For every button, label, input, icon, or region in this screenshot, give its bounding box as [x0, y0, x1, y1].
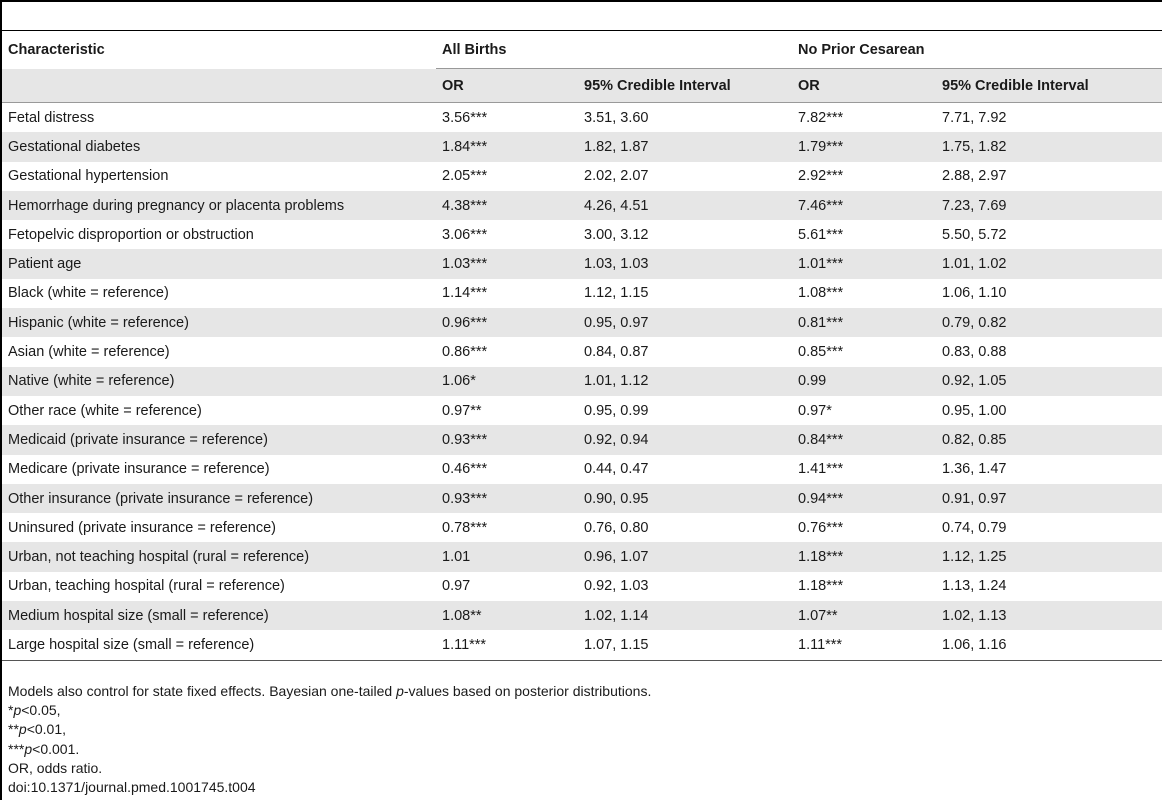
cell-characteristic: Native (white = reference)	[2, 367, 436, 396]
header-no-prior-cesarean: No Prior Cesarean	[792, 31, 1162, 69]
table-row	[2, 367, 1162, 396]
cell-or-all: 3.06***	[442, 226, 488, 243]
note-models: Models also control for state fixed effects. Bayesian one-tailed p-values based on posterior distributions.	[8, 683, 652, 699]
cell-characteristic: Hemorrhage during pregnancy or placenta problems	[2, 191, 436, 220]
cell-characteristic: Gestational hypertension	[8, 168, 169, 185]
cell-or-all: 0.96***	[436, 308, 578, 337]
cell-or-all: 2.05***	[442, 168, 488, 185]
cell-or-all: 0.86***	[442, 344, 488, 361]
table-row	[2, 484, 1162, 513]
note-sig-05: *p<0.05,	[8, 702, 61, 719]
table-row	[2, 455, 1162, 484]
header-ci-all: 95% Credible Interval	[578, 69, 792, 103]
table-row	[2, 162, 1162, 191]
cell-ci-noprior: 1.75, 1.82	[936, 132, 1162, 161]
cell-characteristic: Urban, not teaching hospital (rural = reference)	[2, 542, 436, 571]
cell-ci-all: 1.01, 1.12	[578, 367, 792, 396]
header-all-births: All Births	[436, 31, 792, 69]
cell-or-noprior: 1.79***	[792, 132, 936, 161]
cell-ci-noprior: 0.82, 0.85	[936, 425, 1162, 454]
cell-ci-noprior: 0.79, 0.82	[936, 308, 1162, 337]
cell-ci-all: 0.92, 1.03	[584, 578, 649, 595]
table-row	[2, 630, 1162, 660]
cell-or-noprior: 1.18***	[798, 578, 844, 595]
cell-ci-noprior: 0.83, 0.88	[942, 344, 1007, 361]
cell-ci-noprior: 1.06, 1.16	[936, 630, 1162, 660]
cell-ci-noprior: 1.36, 1.47	[942, 461, 1007, 478]
cell-characteristic: Medicaid (private insurance = reference)	[2, 425, 436, 454]
table-row	[2, 337, 1162, 366]
header-characteristic: Characteristic	[8, 41, 105, 58]
cell-or-noprior: 0.97*	[798, 402, 832, 419]
header-or-all: OR	[436, 69, 578, 103]
cell-or-noprior: 1.01***	[792, 249, 936, 278]
results-table	[2, 31, 1162, 661]
table-row	[2, 220, 1162, 249]
cell-ci-noprior: 1.06, 1.10	[942, 285, 1007, 302]
cell-ci-all: 3.00, 3.12	[584, 226, 649, 243]
cell-characteristic: Hispanic (white = reference)	[2, 308, 436, 337]
note-doi: doi:10.1371/journal.pmed.1001745.t004	[8, 779, 256, 796]
cell-ci-all: 0.95, 0.99	[584, 402, 649, 419]
cell-characteristic: Other insurance (private insurance = reference)	[2, 484, 436, 513]
table-footnotes	[8, 682, 651, 797]
cell-ci-noprior: 1.13, 1.24	[942, 578, 1007, 595]
cell-or-all: 0.78***	[442, 519, 488, 536]
cell-ci-noprior: 0.92, 1.05	[936, 367, 1162, 396]
cell-or-noprior: 1.11***	[792, 630, 936, 660]
cell-ci-noprior: 1.02, 1.13	[936, 601, 1162, 630]
header-ci-noprior: 95% Credible Interval	[936, 69, 1162, 103]
note-sig-001: ***p<0.001.	[8, 740, 80, 757]
table-row	[2, 601, 1162, 630]
cell-characteristic: Black (white = reference)	[8, 285, 169, 302]
table-row	[2, 132, 1162, 161]
cell-ci-all: 0.44, 0.47	[584, 461, 649, 478]
cell-or-all: 0.93***	[436, 484, 578, 513]
cell-characteristic: Medicare (private insurance = reference)	[8, 461, 270, 478]
note-abbreviation: OR, odds ratio.	[8, 759, 103, 776]
cell-or-noprior: 0.94***	[792, 484, 936, 513]
cell-or-all: 0.93***	[436, 425, 578, 454]
table-row	[2, 542, 1162, 571]
table-row	[2, 572, 1162, 601]
cell-ci-noprior: 1.12, 1.25	[936, 542, 1162, 571]
cell-ci-all: 0.76, 0.80	[584, 519, 649, 536]
cell-or-all: 4.38***	[436, 191, 578, 220]
cell-or-noprior: 7.46***	[792, 191, 936, 220]
cell-ci-noprior: 1.01, 1.02	[936, 249, 1162, 278]
table-row	[2, 279, 1162, 308]
table-row	[2, 103, 1162, 133]
cell-or-all: 0.97**	[442, 402, 482, 419]
cell-or-noprior: 0.81***	[792, 308, 936, 337]
cell-ci-all: 0.90, 0.95	[578, 484, 792, 513]
cell-ci-noprior: 2.88, 2.97	[942, 168, 1007, 185]
cell-or-all: 1.01	[436, 542, 578, 571]
cell-or-noprior: 0.84***	[792, 425, 936, 454]
cell-or-all: 1.03***	[436, 249, 578, 278]
cell-ci-all: 1.03, 1.03	[578, 249, 792, 278]
cell-ci-noprior: 0.95, 1.00	[942, 402, 1007, 419]
cell-or-noprior: 1.08***	[798, 285, 844, 302]
header-or-noprior: OR	[792, 69, 936, 103]
cell-or-noprior: 0.85***	[798, 344, 844, 361]
cell-or-noprior: 7.82***	[798, 109, 844, 126]
table-row	[2, 308, 1162, 337]
cell-or-all: 1.06*	[436, 367, 578, 396]
cell-or-all: 0.97	[442, 578, 471, 595]
top-rule	[0, 0, 1162, 2]
cell-or-all: 0.46***	[442, 461, 488, 478]
table-row	[2, 396, 1162, 425]
cell-characteristic: Urban, teaching hospital (rural = reference)	[8, 578, 285, 595]
cell-characteristic: Gestational diabetes	[2, 132, 436, 161]
cell-or-noprior: 0.76***	[798, 519, 844, 536]
cell-ci-noprior: 0.91, 0.97	[936, 484, 1162, 513]
note-sig-01: **p<0.01,	[8, 721, 67, 738]
cell-or-noprior: 0.99	[792, 367, 936, 396]
cell-ci-noprior: 5.50, 5.72	[942, 226, 1007, 243]
cell-characteristic: Other race (white = reference)	[8, 402, 202, 419]
cell-or-all: 1.11***	[436, 630, 578, 660]
cell-characteristic: Uninsured (private insurance = reference)	[8, 519, 276, 536]
table-row	[2, 425, 1162, 454]
cell-characteristic: Patient age	[2, 249, 436, 278]
cell-or-all: 1.84***	[436, 132, 578, 161]
cell-characteristic: Fetal distress	[8, 109, 95, 126]
table-row	[2, 513, 1162, 542]
cell-ci-noprior: 7.71, 7.92	[942, 109, 1007, 126]
cell-ci-all: 3.51, 3.60	[584, 109, 649, 126]
cell-ci-all: 1.82, 1.87	[578, 132, 792, 161]
cell-or-noprior: 1.41***	[798, 461, 844, 478]
cell-or-all: 1.08**	[436, 601, 578, 630]
cell-characteristic: Fetopelvic disproportion or obstruction	[8, 226, 254, 243]
cell-ci-all: 1.12, 1.15	[584, 285, 649, 302]
cell-ci-all: 1.02, 1.14	[578, 601, 792, 630]
cell-characteristic: Medium hospital size (small = reference)	[2, 601, 436, 630]
cell-or-all: 1.14***	[442, 285, 488, 302]
cell-characteristic: Asian (white = reference)	[8, 344, 170, 361]
cell-ci-all: 0.92, 0.94	[578, 425, 792, 454]
cell-or-noprior: 1.18***	[792, 542, 936, 571]
cell-ci-noprior: 0.74, 0.79	[942, 519, 1007, 536]
cell-characteristic: Large hospital size (small = reference)	[2, 630, 436, 660]
cell-ci-all: 0.95, 0.97	[578, 308, 792, 337]
table-body	[2, 103, 1162, 661]
cell-ci-all: 1.07, 1.15	[578, 630, 792, 660]
cell-ci-all: 2.02, 2.07	[584, 168, 649, 185]
table-row	[2, 249, 1162, 278]
cell-ci-all: 0.84, 0.87	[584, 344, 649, 361]
cell-or-noprior: 5.61***	[798, 226, 844, 243]
cell-ci-noprior: 7.23, 7.69	[936, 191, 1162, 220]
table-row	[2, 191, 1162, 220]
cell-or-noprior: 1.07**	[792, 601, 936, 630]
cell-ci-all: 0.96, 1.07	[578, 542, 792, 571]
cell-or-noprior: 2.92***	[798, 168, 844, 185]
cell-or-all: 3.56***	[442, 109, 488, 126]
cell-ci-all: 4.26, 4.51	[578, 191, 792, 220]
header-spacer	[2, 69, 436, 103]
